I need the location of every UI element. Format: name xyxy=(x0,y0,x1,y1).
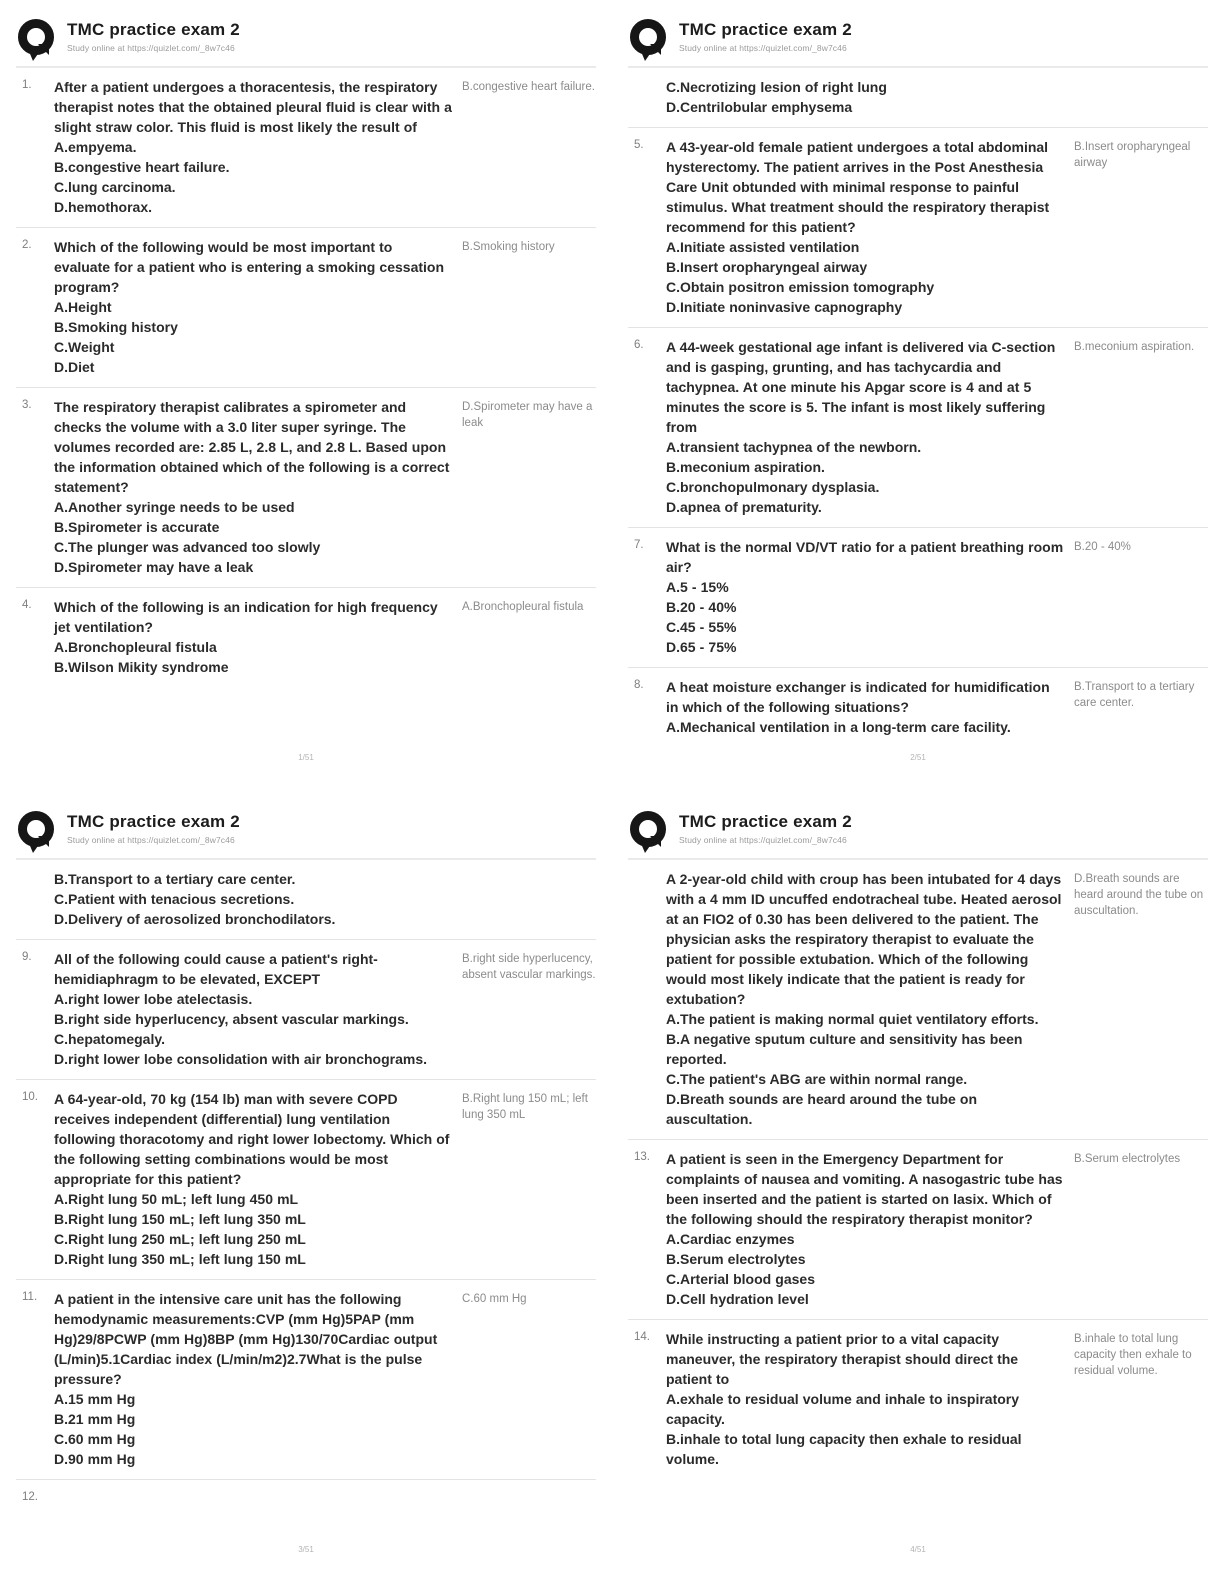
answer-option: D.Spirometer may have a leak xyxy=(54,559,254,575)
answer-option: B.21 mm Hg xyxy=(54,1411,136,1427)
answer-option: B.inhale to total lung capacity then exhale to residual volume. xyxy=(666,1431,1022,1467)
question-list xyxy=(16,68,596,687)
answer-option: A.Initiate assisted ventilation xyxy=(666,239,860,255)
answer-option: A.The patient is making normal quiet ventilatory efforts. xyxy=(666,1011,1039,1027)
answer-option: B.meconium aspiration. xyxy=(666,459,825,475)
question-block xyxy=(628,527,1208,667)
answer-option: C.Patient with tenacious secretions. xyxy=(54,891,295,907)
question-number: 13. xyxy=(634,1151,650,1163)
answer-option: D.apnea of prematurity. xyxy=(666,499,822,515)
answer-option: C.Weight xyxy=(54,339,115,355)
answer-option: C.Arterial blood gases xyxy=(666,1271,815,1287)
answer-option: A.15 mm Hg xyxy=(54,1391,136,1407)
question-block xyxy=(628,667,1208,747)
answer-option: A.exhale to residual volume and inhale to inspiratory capacity. xyxy=(666,1391,1020,1427)
question-number: 3. xyxy=(22,399,32,411)
question-number: 11. xyxy=(22,1291,38,1303)
answer-option: B.Serum electrolytes xyxy=(666,1251,806,1267)
question-number: 4. xyxy=(22,599,32,611)
correct-answer-text: D.Breath sounds are heard around the tube on auscultation. xyxy=(1074,873,1204,917)
header-text xyxy=(679,18,852,53)
answer-option: B.Transport to a tertiary care center. xyxy=(54,871,296,887)
answer-option: B.Spirometer is accurate xyxy=(54,519,220,535)
answer-option: A.Mechanical ventilation in a long-term care facility. xyxy=(666,719,1011,735)
question-number: 9. xyxy=(22,951,32,963)
answer-option: A.Right lung 50 mL; left lung 450 mL xyxy=(54,1191,299,1207)
question-body xyxy=(54,1289,452,1469)
question-body xyxy=(666,1149,1064,1309)
answer-option: B.Wilson Mikity syndrome xyxy=(54,659,229,675)
quizlet-logo-icon xyxy=(18,810,54,854)
answer-option: B.A negative sputum culture and sensitivity has been reported. xyxy=(666,1031,1023,1067)
correct-answer-text: B.Transport to a tertiary care center. xyxy=(1074,681,1195,709)
question-body xyxy=(666,77,1064,117)
question-list xyxy=(16,860,596,1513)
page-number: 1/51 xyxy=(298,753,314,762)
question-text: While instructing a patient prior to a vital capacity maneuver, the respiratory therapist should direct the patient to xyxy=(666,1331,1019,1387)
answer-option: C.The plunger was advanced too slowly xyxy=(54,539,321,555)
question-block xyxy=(16,939,596,1079)
page-title: TMC practice exam 2 xyxy=(67,20,240,39)
question-text: What is the normal VD/VT ratio for a patient breathing room air? xyxy=(666,539,1064,575)
question-block xyxy=(628,860,1208,1139)
correct-answer-text: B.Right lung 150 mL; left lung 350 mL xyxy=(462,1093,588,1121)
header-text xyxy=(679,810,852,845)
page-title: TMC practice exam 2 xyxy=(679,812,852,831)
question-body xyxy=(54,1089,452,1269)
answer-option: B.Insert oropharyngeal airway xyxy=(666,259,868,275)
question-number xyxy=(634,77,666,117)
question-body xyxy=(666,337,1064,517)
correct-answer-text: B.Insert oropharyngeal airway xyxy=(1074,141,1191,169)
answer-option: D.Cell hydration level xyxy=(666,1291,809,1307)
question-text: A 64-year-old, 70 kg (154 lb) man with severe COPD receives independent (differential) lung ventilation following thoracotomy and right lower lobectomy. Which of the following setting combinations would be most appropriate for this patient? xyxy=(54,1091,450,1187)
document-page xyxy=(612,0,1224,792)
question-body xyxy=(54,597,452,677)
answer-option: B.Right lung 150 mL; left lung 350 mL xyxy=(54,1211,306,1227)
correct-answer-text: B.inhale to total lung capacity then exhale to residual volume. xyxy=(1074,1333,1192,1377)
question-text: A 44-week gestational age infant is delivered via C-section and is gasping, grunting, and has tachycardia and tachypnea. At one minute his Apgar score is 4 and at 5 minutes the score is 5. The infant is most likely suffering from xyxy=(666,339,1056,435)
question-block xyxy=(628,1319,1208,1479)
correct-answer-text: B.right side hyperlucency, absent vascular markings. xyxy=(462,953,596,981)
page-header xyxy=(628,18,1208,62)
page-header xyxy=(628,810,1208,854)
question-block xyxy=(16,1079,596,1279)
question-list xyxy=(628,68,1208,747)
correct-answer-text: B.Smoking history xyxy=(462,241,555,253)
answer-option: D.right lower lobe consolidation with air bronchograms. xyxy=(54,1051,428,1067)
question-text: A patient is seen in the Emergency Department for complaints of nausea and vomiting. A nasogastric tube has been inserted and the patient is started on lasix. Which of the following should the respiratory therapist monitor? xyxy=(666,1151,1063,1227)
answer-option: C.bronchopulmonary dysplasia. xyxy=(666,479,880,495)
question-block xyxy=(628,1139,1208,1319)
answer-option: A.Cardiac enzymes xyxy=(666,1231,795,1247)
answer-option: D.65 - 75% xyxy=(666,639,737,655)
quizlet-logo-icon xyxy=(630,18,666,62)
quizlet-logo-icon xyxy=(18,18,54,62)
study-online-link: Study online at https://quizlet.com/_8w7c46 xyxy=(67,835,235,845)
question-number: 5. xyxy=(634,139,644,151)
question-number: 6. xyxy=(634,339,644,351)
question-number xyxy=(22,869,54,929)
quizlet-logo-icon xyxy=(630,810,666,854)
question-block xyxy=(16,68,596,227)
correct-answer-text: B.20 - 40% xyxy=(1074,541,1131,553)
answer-option: D.Breath sounds are heard around the tube on auscultation. xyxy=(666,1091,977,1127)
question-block xyxy=(16,227,596,387)
question-body xyxy=(54,869,452,929)
answer-option: A.empyema. xyxy=(54,139,137,155)
question-body xyxy=(54,397,452,577)
answer-option: C.Necrotizing lesion of right lung xyxy=(666,79,887,95)
page-number: 3/51 xyxy=(298,1545,314,1554)
answer-option: C.lung carcinoma. xyxy=(54,179,176,195)
answer-option: C.Right lung 250 mL; left lung 250 mL xyxy=(54,1231,306,1247)
page-header xyxy=(16,18,596,62)
question-number: 12. xyxy=(22,1491,38,1503)
answer-option: D.Initiate noninvasive capnography xyxy=(666,299,903,315)
answer-option: D.hemothorax. xyxy=(54,199,153,215)
page-title: TMC practice exam 2 xyxy=(67,812,240,831)
correct-answer-text xyxy=(462,1489,596,1503)
question-number: 10. xyxy=(22,1091,38,1103)
document-page xyxy=(612,792,1224,1584)
question-text: The respiratory therapist calibrates a spirometer and checks the volume with a 3.0 liter super syringe. The volumes recorded are: 2.85 L, 2.8 L, and 2.8 L. Based upon the information obtained which of the following is a correct statement? xyxy=(54,399,450,495)
question-body xyxy=(54,237,452,377)
question-body xyxy=(666,537,1064,657)
question-number xyxy=(634,869,666,1129)
question-body xyxy=(54,949,452,1069)
answer-option: B.20 - 40% xyxy=(666,599,737,615)
question-number: 14. xyxy=(634,1331,650,1343)
correct-answer-text xyxy=(1074,77,1208,117)
correct-answer-text: B.meconium aspiration. xyxy=(1074,341,1195,353)
question-block xyxy=(628,127,1208,327)
question-body xyxy=(54,1489,452,1503)
page-title: TMC practice exam 2 xyxy=(679,20,852,39)
correct-answer-text: A.Bronchopleural fistula xyxy=(462,601,584,613)
correct-answer-text: B.congestive heart failure. xyxy=(462,81,595,93)
page-header xyxy=(16,810,596,854)
answer-option: A.Height xyxy=(54,299,112,315)
answer-option: A.Another syringe needs to be used xyxy=(54,499,295,515)
answer-option: C.45 - 55% xyxy=(666,619,737,635)
question-number: 7. xyxy=(634,539,644,551)
document-page xyxy=(0,792,612,1584)
answer-option: D.90 mm Hg xyxy=(54,1451,136,1467)
question-number: 8. xyxy=(634,679,644,691)
question-list xyxy=(628,860,1208,1479)
question-text: Which of the following would be most important to evaluate for a patient who is entering a smoking cessation program? xyxy=(54,239,445,295)
page-number: 4/51 xyxy=(910,1545,926,1554)
question-number: 1. xyxy=(22,79,32,91)
question-text: A 2-year-old child with croup has been intubated for 4 days with a 4 mm ID uncuffed endotracheal tube. Heated aerosol at an FIO2 of 0.30 has been delivered to the patient. The physician asks the respiratory therapist to evaluate the patient for possible extubation. Which of the following would most likely indicate that the patient is ready for extubation? xyxy=(666,871,1062,1007)
answer-option: D.Delivery of aerosolized bronchodilators. xyxy=(54,911,336,927)
answer-option: C.hepatomegaly. xyxy=(54,1031,165,1047)
question-block xyxy=(16,860,596,939)
question-body xyxy=(666,869,1064,1129)
document-page xyxy=(0,0,612,792)
answer-option: C.60 mm Hg xyxy=(54,1431,136,1447)
question-text: After a patient undergoes a thoracentesis, the respiratory therapist notes that the obtained pleural fluid is clear with a slight straw color. This fluid is most likely the result of xyxy=(54,79,452,135)
correct-answer-text: C.60 mm Hg xyxy=(462,1293,527,1305)
header-text xyxy=(67,810,240,845)
answer-option: D.Right lung 350 mL; left lung 150 mL xyxy=(54,1251,306,1267)
header-text xyxy=(67,18,240,53)
answer-option: D.Diet xyxy=(54,359,95,375)
answer-option: C.Obtain positron emission tomography xyxy=(666,279,935,295)
answer-option: A.transient tachypnea of the newborn. xyxy=(666,439,922,455)
question-text: Which of the following is an indication for high frequency jet ventilation? xyxy=(54,599,438,635)
question-text: A heat moisture exchanger is indicated for humidification in which of the following situations? xyxy=(666,679,1050,715)
answer-option: C.The patient's ABG are within normal range. xyxy=(666,1071,968,1087)
answer-option: B.right side hyperlucency, absent vascular markings. xyxy=(54,1011,409,1027)
correct-answer-text xyxy=(462,869,596,929)
correct-answer-text: B.Serum electrolytes xyxy=(1074,1153,1181,1165)
answer-option: A.5 - 15% xyxy=(666,579,729,595)
question-text: All of the following could cause a patient's right-hemidiaphragm to be elevated, EXCEPT xyxy=(54,951,378,987)
study-online-link: Study online at https://quizlet.com/_8w7c46 xyxy=(679,835,847,845)
question-number: 2. xyxy=(22,239,32,251)
question-block xyxy=(16,387,596,587)
question-block xyxy=(16,1479,596,1513)
question-block xyxy=(16,587,596,687)
correct-answer-text: D.Spirometer may have a leak xyxy=(462,401,593,429)
question-text: A 43-year-old female patient undergoes a total abdominal hysterectomy. The patient arrives in the Post Anesthesia Care Unit obtunded with minimal response to painful stimulus. What treatment should the respiratory therapist recommend for this patient? xyxy=(666,139,1050,235)
question-block xyxy=(628,327,1208,527)
answer-option: D.Centrilobular emphysema xyxy=(666,99,853,115)
study-online-link: Study online at https://quizlet.com/_8w7c46 xyxy=(67,43,235,53)
question-body xyxy=(666,137,1064,317)
answer-option: A.right lower lobe atelectasis. xyxy=(54,991,253,1007)
study-online-link: Study online at https://quizlet.com/_8w7c46 xyxy=(679,43,847,53)
answer-option: A.Bronchopleural fistula xyxy=(54,639,217,655)
question-block xyxy=(628,68,1208,127)
page-number: 2/51 xyxy=(910,753,926,762)
question-text: A patient in the intensive care unit has the following hemodynamic measurements:CVP (mm Hg)5PAP (mm Hg)29/8PCWP (mm Hg)8BP (mm Hg)130/70Cardiac output (L/min)5.1Cardiac index (L/min/m2)2.7What is the pulse pressure? xyxy=(54,1291,438,1387)
question-body xyxy=(54,77,452,217)
question-body xyxy=(666,1329,1064,1469)
question-body xyxy=(666,677,1064,737)
question-block xyxy=(16,1279,596,1479)
answer-option: B.congestive heart failure. xyxy=(54,159,230,175)
answer-option: B.Smoking history xyxy=(54,319,178,335)
